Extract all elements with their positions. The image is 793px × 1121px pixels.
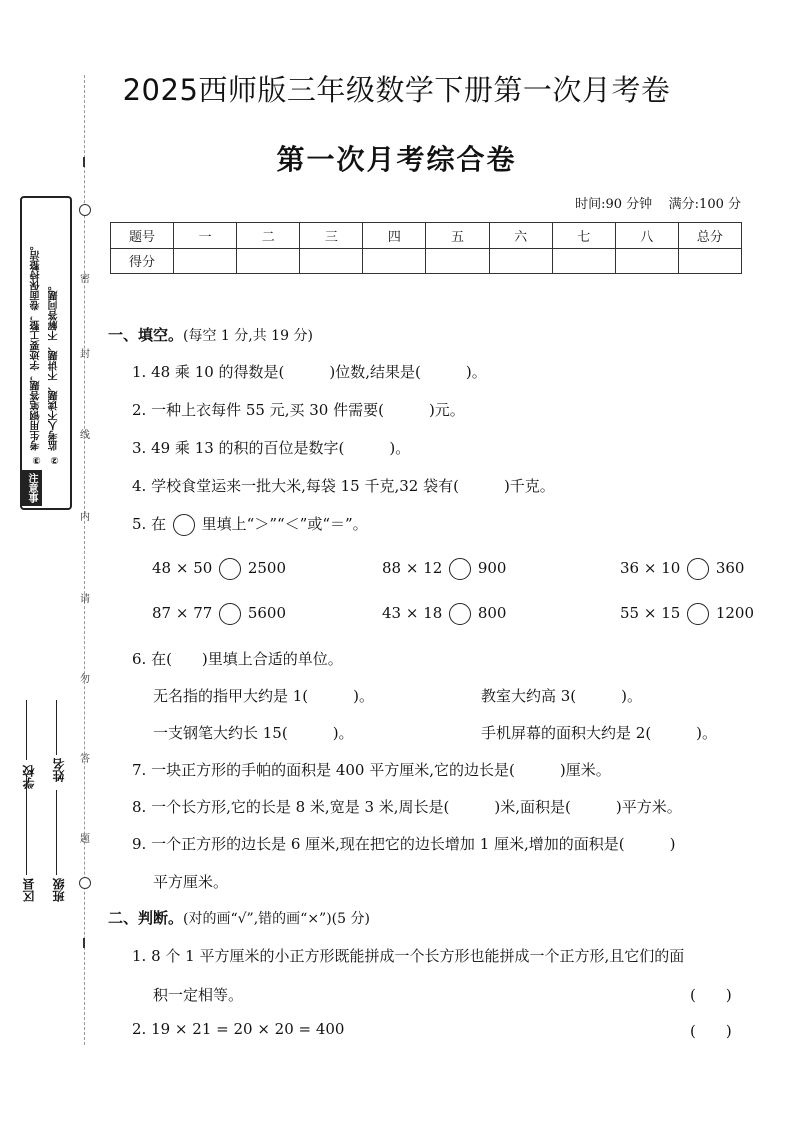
question-6c: 一支钢笔大约长 15( )。 [153, 724, 354, 742]
score-table [110, 222, 742, 274]
question-6: 6. 在( )里填上合适的单位。 [132, 650, 343, 668]
compare-circle[interactable] [449, 558, 471, 580]
judge-question-2: 2. 19 × 21 = 20 × 20 = 400 [132, 1020, 345, 1038]
question-9: 9. 一个正方形的边长是 6 厘米,现在把它的边长增加 1 厘米,增加的面积是( ) [132, 835, 676, 853]
field-line [26, 775, 27, 875]
compare-circle[interactable] [687, 603, 709, 625]
question-5-post: 里填上“＞”“＜”或“＝”。 [201, 515, 368, 533]
compare-right: 360 [715, 559, 745, 577]
score-table-cell: 四 [363, 223, 426, 249]
full-score: 满分:100 分 [668, 197, 741, 212]
score-table-cell: 二 [237, 223, 300, 249]
notice-box [20, 196, 72, 510]
field-line [26, 700, 27, 760]
score-table-cell: 题号 [111, 223, 174, 249]
score-table-cell: 三 [300, 223, 363, 249]
score-table-header-row [111, 223, 742, 249]
question-6a: 无名指的指甲大约是 1( )。 [153, 687, 375, 705]
compare-right: 2500 [247, 559, 287, 577]
score-blank[interactable] [237, 248, 300, 274]
question-1: 1. 48 乘 10 的得数是( )位数,结果是( )。 [132, 363, 487, 381]
compare-right: 800 [477, 604, 507, 622]
judge-question-1-cont: 积一定相等。 [153, 986, 244, 1004]
score-table-cell: 得分 [111, 248, 174, 274]
question-5 [132, 513, 368, 536]
score-blank[interactable] [426, 248, 489, 274]
margin-char: 答 [80, 754, 90, 765]
compare-item [382, 603, 506, 625]
margin-tick [83, 938, 85, 948]
margin-char: 请 [80, 594, 90, 605]
field-line [56, 790, 57, 875]
compare-item [152, 558, 286, 580]
score-table-cell: 六 [489, 223, 552, 249]
exam-info [575, 193, 741, 212]
compare-left: 88 × 12 [382, 559, 443, 577]
binding-hole-mark [79, 877, 91, 889]
question-6b: 教室大约高 3( )。 [481, 687, 643, 705]
score-blank[interactable] [363, 248, 426, 274]
answer-paren[interactable]: ( ) [690, 1022, 732, 1040]
field-line [56, 700, 57, 755]
margin-char: 密 [80, 274, 90, 285]
compare-item [620, 603, 754, 625]
compare-item [620, 558, 744, 580]
question-7: 7. 一块正方形的手帕的面积是 400 平方厘米,它的边长是( )厘米。 [132, 761, 611, 779]
binding-dashed-line [84, 75, 85, 1045]
compare-left: 43 × 18 [382, 604, 443, 622]
time-limit: 时间:90 分钟 [575, 197, 653, 212]
score-blank[interactable] [678, 248, 741, 274]
document-title: 2025西师版三年级数学下册第一次月考卷 [122, 73, 671, 107]
score-blank[interactable] [615, 248, 678, 274]
compare-left: 36 × 10 [620, 559, 681, 577]
score-table-cell: 总分 [678, 223, 741, 249]
compare-circle[interactable] [219, 558, 241, 580]
section-title: 一、填空。 [108, 326, 184, 344]
exam-subtitle: 第一次月考综合卷 [276, 143, 517, 176]
margin-char: 封 [80, 349, 90, 360]
compare-left: 55 × 15 [620, 604, 681, 622]
compare-circle[interactable] [219, 603, 241, 625]
field-school: 学校 [22, 765, 36, 789]
notice-item: ② 监考人不读题、不讲题、不解答问题。 [49, 280, 60, 465]
section-heading [108, 324, 313, 345]
compare-circle[interactable] [449, 603, 471, 625]
section-title: 二、判断。 [108, 909, 184, 927]
score-table-cell: 一 [174, 223, 237, 249]
question-6d: 手机屏幕的面积大约是 2( )。 [481, 724, 718, 742]
margin-char: 内 [80, 512, 90, 523]
question-8: 8. 一个长方形,它的长是 8 米,宽是 3 米,周长是( )米,面积是( )平方米。 [132, 798, 682, 816]
margin-char: 线 [80, 430, 90, 441]
score-blank[interactable] [552, 248, 615, 274]
margin-char: 勿 [80, 674, 90, 685]
compare-right: 5600 [247, 604, 287, 622]
answer-paren[interactable]: ( ) [690, 986, 732, 1004]
circle-icon [173, 514, 195, 536]
judge-question-1: 1. 8 个 1 平方厘米的小正方形既能拼成一个长方形也能拼成一个正方形,且它们的面 [132, 947, 685, 965]
question-4: 4. 学校食堂运来一批大米,每袋 15 千克,32 袋有( )千克。 [132, 477, 555, 495]
field-name: 姓名 [52, 758, 66, 782]
margin-char: 题 [80, 834, 90, 845]
score-blank[interactable] [174, 248, 237, 274]
notice-item: ③ 考生用钢笔答题，字迹要工整，卷面保持整洁。 [31, 240, 42, 465]
section-heading [108, 907, 370, 928]
question-9-cont: 平方厘米。 [153, 873, 229, 891]
score-table-score-row [111, 248, 742, 274]
question-3: 3. 49 乘 13 的积的百位是数字( )。 [132, 439, 411, 457]
field-district: 区县 [22, 878, 36, 902]
score-blank[interactable] [489, 248, 552, 274]
score-table-cell: 八 [615, 223, 678, 249]
question-5-pre: 5. 在 [132, 515, 167, 533]
compare-item [382, 558, 506, 580]
compare-left: 48 × 50 [152, 559, 213, 577]
question-2: 2. 一种上衣每件 55 元,买 30 件需要( )元。 [132, 401, 465, 419]
compare-left: 87 × 77 [152, 604, 213, 622]
section-note: (对的画“√”,错的画“×”)(5 分) [183, 911, 370, 927]
field-class: 班级 [52, 878, 66, 902]
section-note: (每空 1 分,共 19 分) [183, 328, 313, 344]
compare-circle[interactable] [687, 558, 709, 580]
compare-item [152, 603, 286, 625]
score-blank[interactable] [300, 248, 363, 274]
compare-right: 900 [477, 559, 507, 577]
notice-label: 注意事项 [20, 470, 42, 506]
score-table-cell: 五 [426, 223, 489, 249]
binding-hole-mark [79, 204, 91, 216]
compare-right: 1200 [715, 604, 755, 622]
score-table-cell: 七 [552, 223, 615, 249]
